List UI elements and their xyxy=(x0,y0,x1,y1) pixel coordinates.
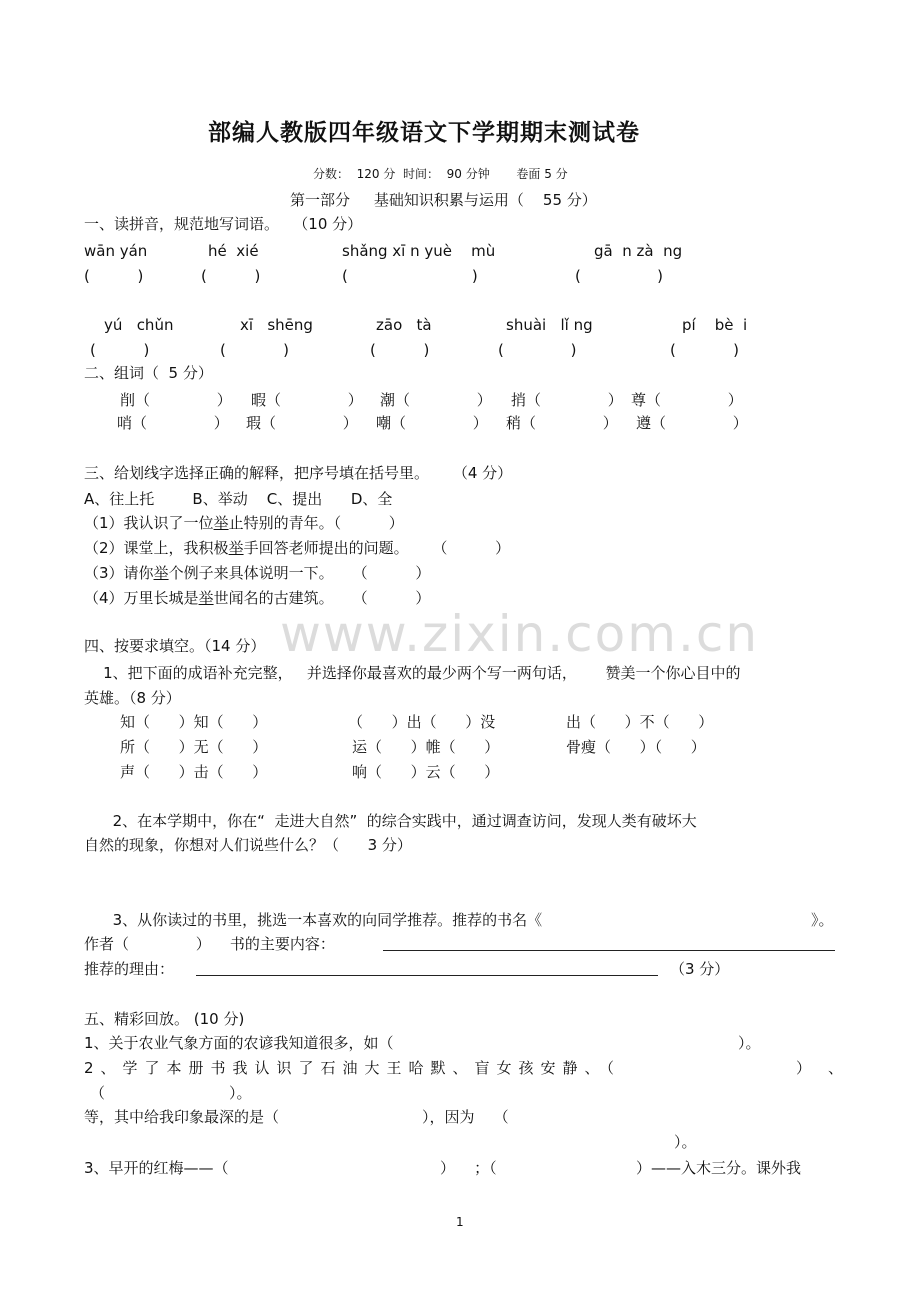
question-4: （4）万里长城是举世闻名的古建筑。 （ ） xyxy=(84,589,431,607)
word-item[interactable]: 哨（ ） xyxy=(117,414,229,432)
pinyin: zāo tà xyxy=(376,316,432,334)
idiom-instruction-cont: 英雄。（8 分） xyxy=(84,689,181,707)
word-item[interactable]: 遵（ ） xyxy=(636,414,748,432)
character-question: 2、学了本册书我认识了石油大王哈默、盲女孩安静、（ xyxy=(84,1059,622,1077)
impression-question: 等，其中给我印象最深的是（ ），因为 （ xyxy=(84,1108,509,1126)
question-1: （1）我认识了一位举止特别的青年。（ ） xyxy=(84,514,404,532)
content-answer-line[interactable] xyxy=(383,950,835,951)
idiom-item[interactable]: 所（ ）无（ ） xyxy=(120,738,268,756)
word-item[interactable]: 瑕（ ） xyxy=(246,414,358,432)
pinyin: wān yán xyxy=(84,242,148,260)
section-1-heading: 一、读拼音，规范地写词语。 （10 分） xyxy=(84,215,363,233)
book-author-label: 作者（ ） 书的主要内容： xyxy=(84,935,335,953)
book-reason-label: 推荐的理由： xyxy=(84,960,175,978)
watermark: www.zixin.com.cn xyxy=(280,605,760,663)
word-item[interactable]: 削（ ） xyxy=(120,391,232,409)
answer-bracket[interactable]: ( ) xyxy=(342,267,478,285)
character-close: ） xyxy=(796,1059,812,1077)
answer-bracket[interactable]: ( ) xyxy=(201,267,261,285)
idiom-item[interactable]: 出（ ）不（ ） xyxy=(566,713,714,731)
reason-answer-line[interactable] xyxy=(196,975,658,976)
question-2: （2）课堂上，我积极举手回答老师提出的问题。 （ ） xyxy=(84,539,511,557)
idiom-item[interactable]: （ ）出（ ）没 xyxy=(348,713,496,731)
idiom-item[interactable]: 运（ ）帷（ ） xyxy=(352,738,500,756)
pinyin: yú chǔn xyxy=(104,316,174,334)
idiom-item[interactable]: 知（ ）知（ ） xyxy=(120,713,268,731)
answer-bracket[interactable]: ( ) xyxy=(370,341,430,359)
answer-bracket[interactable]: ( ) xyxy=(84,267,144,285)
word-item[interactable]: 尊（ ） xyxy=(631,391,743,409)
proverb-close: ）。 xyxy=(738,1034,761,1052)
character-comma: 、 xyxy=(828,1059,844,1077)
pinyin: shuài lǐ ng xyxy=(506,316,593,334)
question-nature-cont: 自然的现象，你想对人们说些什么？（ 3 分） xyxy=(84,836,412,854)
book-title-close: 》。 xyxy=(811,911,834,929)
red-plum-end: ）——入木三分。课外我 xyxy=(636,1159,802,1177)
section-3-heading: 三、给划线字选择正确的解释，把序号填在括号里。 （4 分） xyxy=(84,464,513,482)
pinyin: pí bè i xyxy=(682,316,748,334)
idiom-item[interactable]: 骨瘦（ ）（ ） xyxy=(566,738,706,756)
answer-bracket[interactable]: ( ) xyxy=(90,341,150,359)
pinyin: gā n zà ng xyxy=(594,242,683,260)
idiom-instruction: 1、把下面的成语补充完整， 并选择你最喜欢的最少两个写一两句话， 赞美一个你心目中的 xyxy=(84,664,741,682)
question-book: 3、从你读过的书里，挑选一本喜欢的向同学推荐。推荐的书名《 xyxy=(84,911,543,929)
word-item[interactable]: 捎（ ） xyxy=(511,391,623,409)
word-item[interactable]: 稍（ ） xyxy=(506,414,618,432)
proverb-question: 1、关于农业气象方面的农谚我知道很多，如（ xyxy=(84,1034,394,1052)
answer-bracket[interactable]: ( ) xyxy=(670,341,739,359)
word-item[interactable]: 嘲（ ） xyxy=(376,414,488,432)
answer-bracket[interactable]: ( ) xyxy=(575,267,663,285)
book-score: （3 分） xyxy=(670,960,730,978)
answer-options: A、往上托 B、举动 C、提出 D、全 xyxy=(84,490,393,508)
page-title: 部编人教版四年级语文下学期期末测试卷 xyxy=(208,120,640,146)
pinyin: hé xié xyxy=(208,242,259,260)
red-plum-mid: ） ；（ xyxy=(440,1159,497,1177)
page-number: 1 xyxy=(456,1215,464,1229)
idiom-item[interactable]: 响（ ）云（ ） xyxy=(352,763,500,781)
section-5-heading: 五、精彩回放。 (10 分) xyxy=(84,1010,245,1028)
word-item[interactable]: 暇（ ） xyxy=(251,391,363,409)
pinyin: shǎng xī n yuè mù xyxy=(342,242,496,260)
word-item[interactable]: 潮（ ） xyxy=(380,391,492,409)
part-one-heading: 第一部分 基础知识积累与运用（ 55 分） xyxy=(290,191,597,209)
impression-close: ）。 xyxy=(674,1133,697,1151)
red-plum-question: 3、早开的红梅——（ xyxy=(84,1159,229,1177)
answer-bracket[interactable]: ( ) xyxy=(498,341,577,359)
question-nature: 2、在本学期中，你在“ 走进大自然” 的综合实践中，通过调查访问，发现人类有破坏大 xyxy=(84,812,697,830)
answer-bracket[interactable]: ( ) xyxy=(220,341,289,359)
idiom-item[interactable]: 声（ ）击（ ） xyxy=(120,763,268,781)
score-meta: 分数： 120 分 时间： 90 分钟 卷面 5 分 xyxy=(313,167,568,181)
character-answer[interactable]: （ ）。 xyxy=(90,1084,252,1102)
pinyin: xī shēng xyxy=(240,316,313,334)
section-2-heading: 二、组词（ 5 分） xyxy=(84,364,213,382)
question-3: （3）请你举个例子来具体说明一下。 （ ） xyxy=(84,564,431,582)
section-4-heading: 四、按要求填空。（14 分） xyxy=(84,637,266,655)
